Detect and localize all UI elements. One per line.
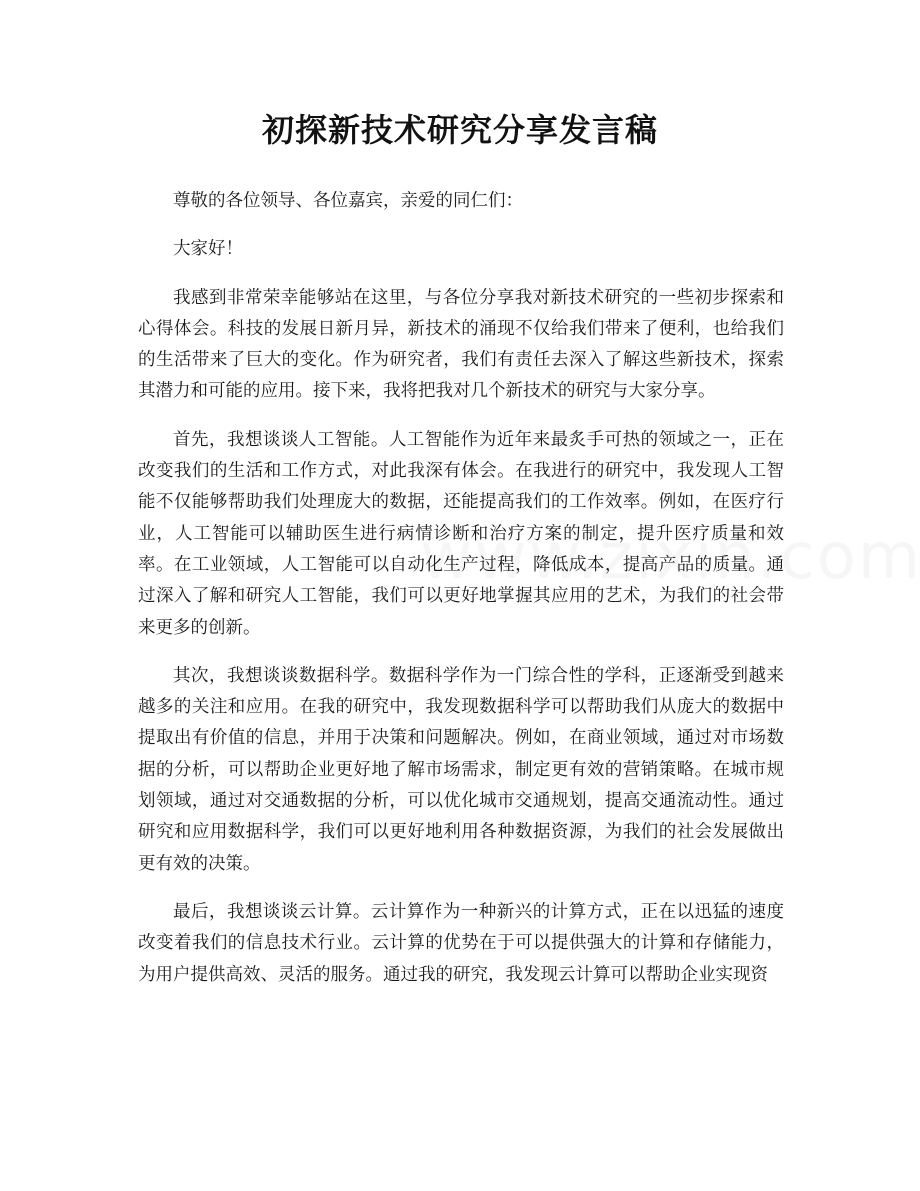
paragraph-intro: 我感到非常荣幸能够站在这里，与各位分享我对新技术研究的一些初步探索和心得体会。科技的发展日新月异，新技术的涌现不仅给我们带来了便利，也给我们的生活带来了巨大的变化。作为研究者，我们有责任去深入了解这些新技术，探索其潜力和可能的应用。接下来，我将把我对几个新技术的研究与大家分享。 [138,287,784,402]
paragraph-cloud: 最后，我想谈谈云计算。云计算作为一种新兴的计算方式，正在以迅猛的速度改变着我们的信息技术行业。云计算的优势在于可以提供强大的计算和存储能力，为用户提供高效、灵活的服务。通过我的研究，我发现云计算可以帮助企业实现资 [138,901,784,985]
paragraph-data-science: 其次，我想谈谈数据科学。数据科学作为一门综合性的学科，正逐渐受到越来越多的关注和应用。在我的研究中，我发现数据科学可以帮助我们从庞大的数据中提取出有价值的信息，并用于决策和问题解决。例如，在商业领域，通过对市场数据的分析，可以帮助企业更好地了解市场需求，制定更有效的营销策略。在城市规划领域，通过对交通数据的分析，可以优化城市交通规划，提高交通流动性。通过研究和应用数据科学，我们可以更好地利用各种数据资源，为我们的社会发展做出更有效的决策。 [138,665,784,874]
document-title: 初探新技术研究分享发言稿 [261,111,658,149]
salutation: 尊敬的各位领导、各位嘉宾，亲爱的同仁们： [173,191,523,211]
greeting: 大家好！ [173,239,243,260]
paragraph-ai: 首先，我想谈谈人工智能。人工智能作为近年来最炙手可热的领域之一，正在改变我们的生活和工作方式，对此我深有体会。在我进行的研究中，我发现人工智能不仅能够帮助我们处理庞大的数据，还能提高我们的工作效率。例如，在医疗行业，人工智能可以辅助医生进行病情诊断和治疗方案的制定，提升医疗质量和效率。在工业领域，人工智能可以自动化生产过程，降低成本，提高产品的质量。通过深入了解和研究人工智能，我们可以更好地掌握其应用的艺术，为我们的社会带来更多的创新。 [138,429,784,638]
document-body [138,186,784,1008]
